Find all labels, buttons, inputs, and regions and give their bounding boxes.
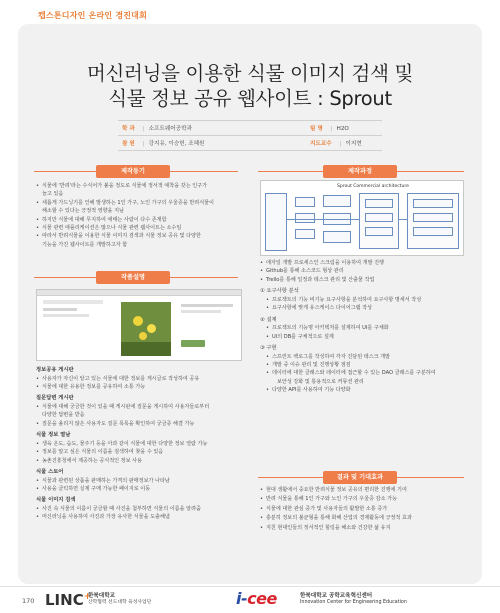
icee-org-sub: Innovation Center for Engineering Education: [300, 600, 407, 606]
motivation-item: • 식물 관련 애플리케이션은 많으나 식물 관련 웹사이트는 소수임: [36, 224, 242, 232]
linc-logo: [45, 591, 91, 609]
results-item: • 식물에 대한 관심 증가 및 사용자들의 활발한 소통 증가: [260, 505, 466, 514]
footer-divider: [0, 586, 500, 587]
description-item: • 농촌진흥청에서 제공하는 공식적인 정보 사용: [36, 457, 246, 465]
meta-members-value: 강지유, 이승헌, 조혜원: [148, 141, 205, 147]
screenshot-text: [43, 308, 77, 311]
meta-team-key: 팀 명: [310, 126, 323, 132]
results-list: [260, 486, 466, 533]
arch-box: [323, 195, 351, 207]
meta-advisor-value: 이지현: [345, 141, 362, 147]
arch-box: [323, 231, 351, 243]
motivation-item: • 식물에 '반려'라는 수식어가 붙을 정도로 식물에 정서적 애착을 갖는 인구가: [36, 182, 242, 190]
page-title-line2: 식물 정보 공유 웹사이트 : Sprout: [108, 87, 392, 110]
icee-logo: [236, 589, 277, 608]
motivation-item: 해소할 수 있다는 긍정적 영향을 지님: [42, 208, 124, 215]
description-group-title: 식물 이미지 검색: [36, 497, 76, 504]
arch-box: [295, 197, 315, 207]
process-item: 보안성 강화 및 통용적으로 커뮤션 관리: [277, 378, 364, 385]
screenshot-titlebar: [37, 290, 241, 296]
description-item: • 사용자가 자신이 알고 있는 식물에 대한 정보를 게시글로 작성하여 공유: [36, 375, 246, 383]
arch-box: [365, 227, 393, 236]
description-item: • 식물에 대한 유용한 정보를 공유하여 소통 가능: [36, 383, 246, 391]
description-item: • 사진 속 식물의 이름이 궁금할 때 사진을 첨부하면 식물의 이름을 알려줌: [36, 505, 246, 513]
arch-client-box: [265, 193, 287, 251]
description-group-title: 식물 스토어: [36, 469, 64, 476]
motivation-item: • 새롭게 가드닝기를 인해 발생하는 1인 가구, 노인 가구의 우울증을 반려식물이: [36, 199, 242, 207]
description-item: 다양한 답변을 받음: [42, 412, 85, 419]
leaves: [121, 342, 171, 356]
description-list: [36, 366, 246, 522]
arch-box: [413, 227, 453, 236]
divider-bottom: [118, 150, 382, 151]
meta-department-value: 소프트웨어공학과: [148, 126, 192, 132]
meta-team: 팀 명 | H2O: [310, 126, 349, 132]
process-item: • Trello를 통해 일정과 테스크 관리 및 산출물 작업: [260, 276, 466, 284]
process-item: • 프로젝트의 기능 비기능 요구사항을 분석하여 요구사항 명세서 작성: [260, 296, 466, 304]
divider-top: [118, 120, 382, 121]
motivation-item: • 하지만 식물에 대해 무지하여 애태는 사람이 다수 존재함: [36, 216, 242, 224]
description-item: • 정보를 알고 싶은 식물의 이름을 검색하여 찾을 수 있음: [36, 448, 246, 456]
meta-members-key: 참 원: [122, 141, 135, 147]
arch-box: [413, 213, 453, 222]
linc-logo-text: LINC: [45, 591, 84, 609]
description-item: • 머신러닝을 사용하여 사진과 가장 유사한 식물을 도출해냄: [36, 513, 246, 521]
arch-box: [413, 199, 453, 208]
results-item: • 반려 식물을 통해 1인 가구와 노인 가구의 우울증 감소 가능: [260, 495, 466, 504]
meta-advisor-key: 지도교수: [310, 141, 332, 147]
process-step-heading: ① 요구사항 분석: [260, 288, 299, 295]
page-title-line1: 머신러닝을 이용한 식물 이미지 검색 및: [86, 62, 414, 85]
linc-organization: [88, 593, 151, 606]
icee-organization: [300, 593, 407, 606]
arch-box: [365, 213, 393, 222]
process-item: • UI의 DB를 구체적으로 설계: [260, 333, 466, 341]
meta-department: 학 과 | 소프트웨어공학과: [122, 126, 192, 132]
icee-org-name: 한북대학교 공학교육혁신센터: [300, 593, 373, 599]
description-item: • 사용을 클릭하면 실제 구매 가능한 페이지로 이동: [36, 485, 246, 493]
architecture-diagram: [260, 180, 464, 256]
process-item: • 개발 중 이슈 관리 및 진행상황 점검: [260, 361, 466, 369]
results-item: • 지친 현대인들의 정서적인 힐링을 해소와 건강한 삶 유지: [260, 524, 466, 533]
description-item: • 식물과 관련된 상품을 판매하는 가격의 판매정보가 나타남: [36, 477, 246, 485]
process-step-heading: ② 설계: [260, 316, 277, 323]
description-group-title: 식물 정보 열남: [36, 432, 71, 439]
screenshot-button: [181, 340, 205, 347]
arch-connector: [287, 219, 359, 220]
screenshot-text: [181, 310, 221, 313]
description-item: • 질문을 올리지 않은 사용자도 질문 목록을 확인하여 궁금증 해결 가능: [36, 420, 246, 428]
meta-members: 참 원 | 강지유, 이승헌, 조혜원: [122, 141, 205, 147]
motivation-heading: 제작동기: [96, 165, 170, 178]
architecture-title: Sprout Commercial architecture: [337, 184, 409, 189]
process-list: [260, 259, 466, 395]
motivation-list: [36, 182, 242, 249]
results-item: • 충분히 정보의 불균형을 통해 화해 산업의 경제활동에 긍정적 효과: [260, 514, 466, 523]
linc-org-sub: 산학협력 선도대학 육성사업단: [88, 600, 152, 606]
icee-logo-i: i-: [236, 589, 248, 608]
motivation-item: • 따라서 반려식물을 이용한 식물 이미지 검색과 식물 정보 공유 및 다양한: [36, 232, 242, 240]
contest-label: 캡스톤디자인 온라인 경진대회: [38, 11, 148, 20]
screenshot-text: [43, 314, 89, 317]
motivation-item: 늘고 있음: [42, 191, 64, 198]
description-group-title: 질문답변 게시판: [36, 395, 74, 402]
page-number: 170: [22, 597, 35, 605]
icee-logo-rest: cee: [247, 589, 277, 608]
meta-team-value: H2O: [336, 126, 349, 132]
divider-middle: [118, 135, 382, 136]
process-heading: 제작과정: [323, 165, 397, 178]
description-item: • 생육 온도, 습도, 물주기 등을 아과 같이 식물에 대한 다양한 정보 열람 가능: [36, 440, 246, 448]
arch-box: [295, 213, 315, 223]
motivation-item: 기능을 가진 웹사이트를 개발하고자 함: [42, 241, 128, 248]
description-heading: 작품설명: [96, 271, 170, 284]
process-item: • 데이터에 대한 클래스와 데이터에 접근할 수 있는 DAO 클래스를 구분하여: [260, 369, 466, 377]
arch-box: [365, 199, 393, 208]
meta-department-key: 학 과: [122, 126, 135, 132]
results-heading: 결과 및 기대효과: [323, 471, 397, 484]
process-item: • 요구사항에 맞게 유스케이스 다이어그램 작성: [260, 304, 466, 312]
linc-logo-plus: +: [83, 592, 92, 602]
process-item: • 스프린트 백로그를 작성하여 각자 진담된 테스크 개발: [260, 353, 466, 361]
arch-box: [295, 229, 315, 239]
screenshot-text: [181, 304, 233, 307]
flower: [139, 332, 147, 340]
process-item: • Github를 통해 소스코드 형상 관리: [260, 267, 466, 275]
linc-org-name: 한북대학교: [88, 593, 116, 599]
description-item: • 식물에 대해 궁금한 것이 있을 때 게시판에 질문을 게시하여 사용자들로부터: [36, 403, 246, 411]
screenshot-nav: [43, 300, 103, 304]
process-item: • 프로젝트의 기능명 아키텍처를 설계하여 UI를 구체화: [260, 324, 466, 332]
process-step-heading: ③ 구현: [260, 345, 277, 352]
flower: [147, 324, 156, 333]
description-group-title: 정보공유 게시판: [36, 367, 74, 373]
arch-connector: [399, 219, 407, 220]
process-item: • 애자일 개발 프로세스인 스크럼을 이용하여 개발 진행: [260, 259, 466, 267]
plant-photo: [121, 302, 171, 356]
flower: [133, 316, 143, 326]
website-screenshot: [36, 289, 242, 361]
meta-advisor: 지도교수 | 이지현: [310, 141, 362, 147]
results-item: • 현대 생활에서 중요한 반려식물 정보 공유의 편리한 진행에 기여: [260, 486, 466, 495]
process-item: • 다양한 API를 사용하여 기능 다양화: [260, 386, 466, 394]
